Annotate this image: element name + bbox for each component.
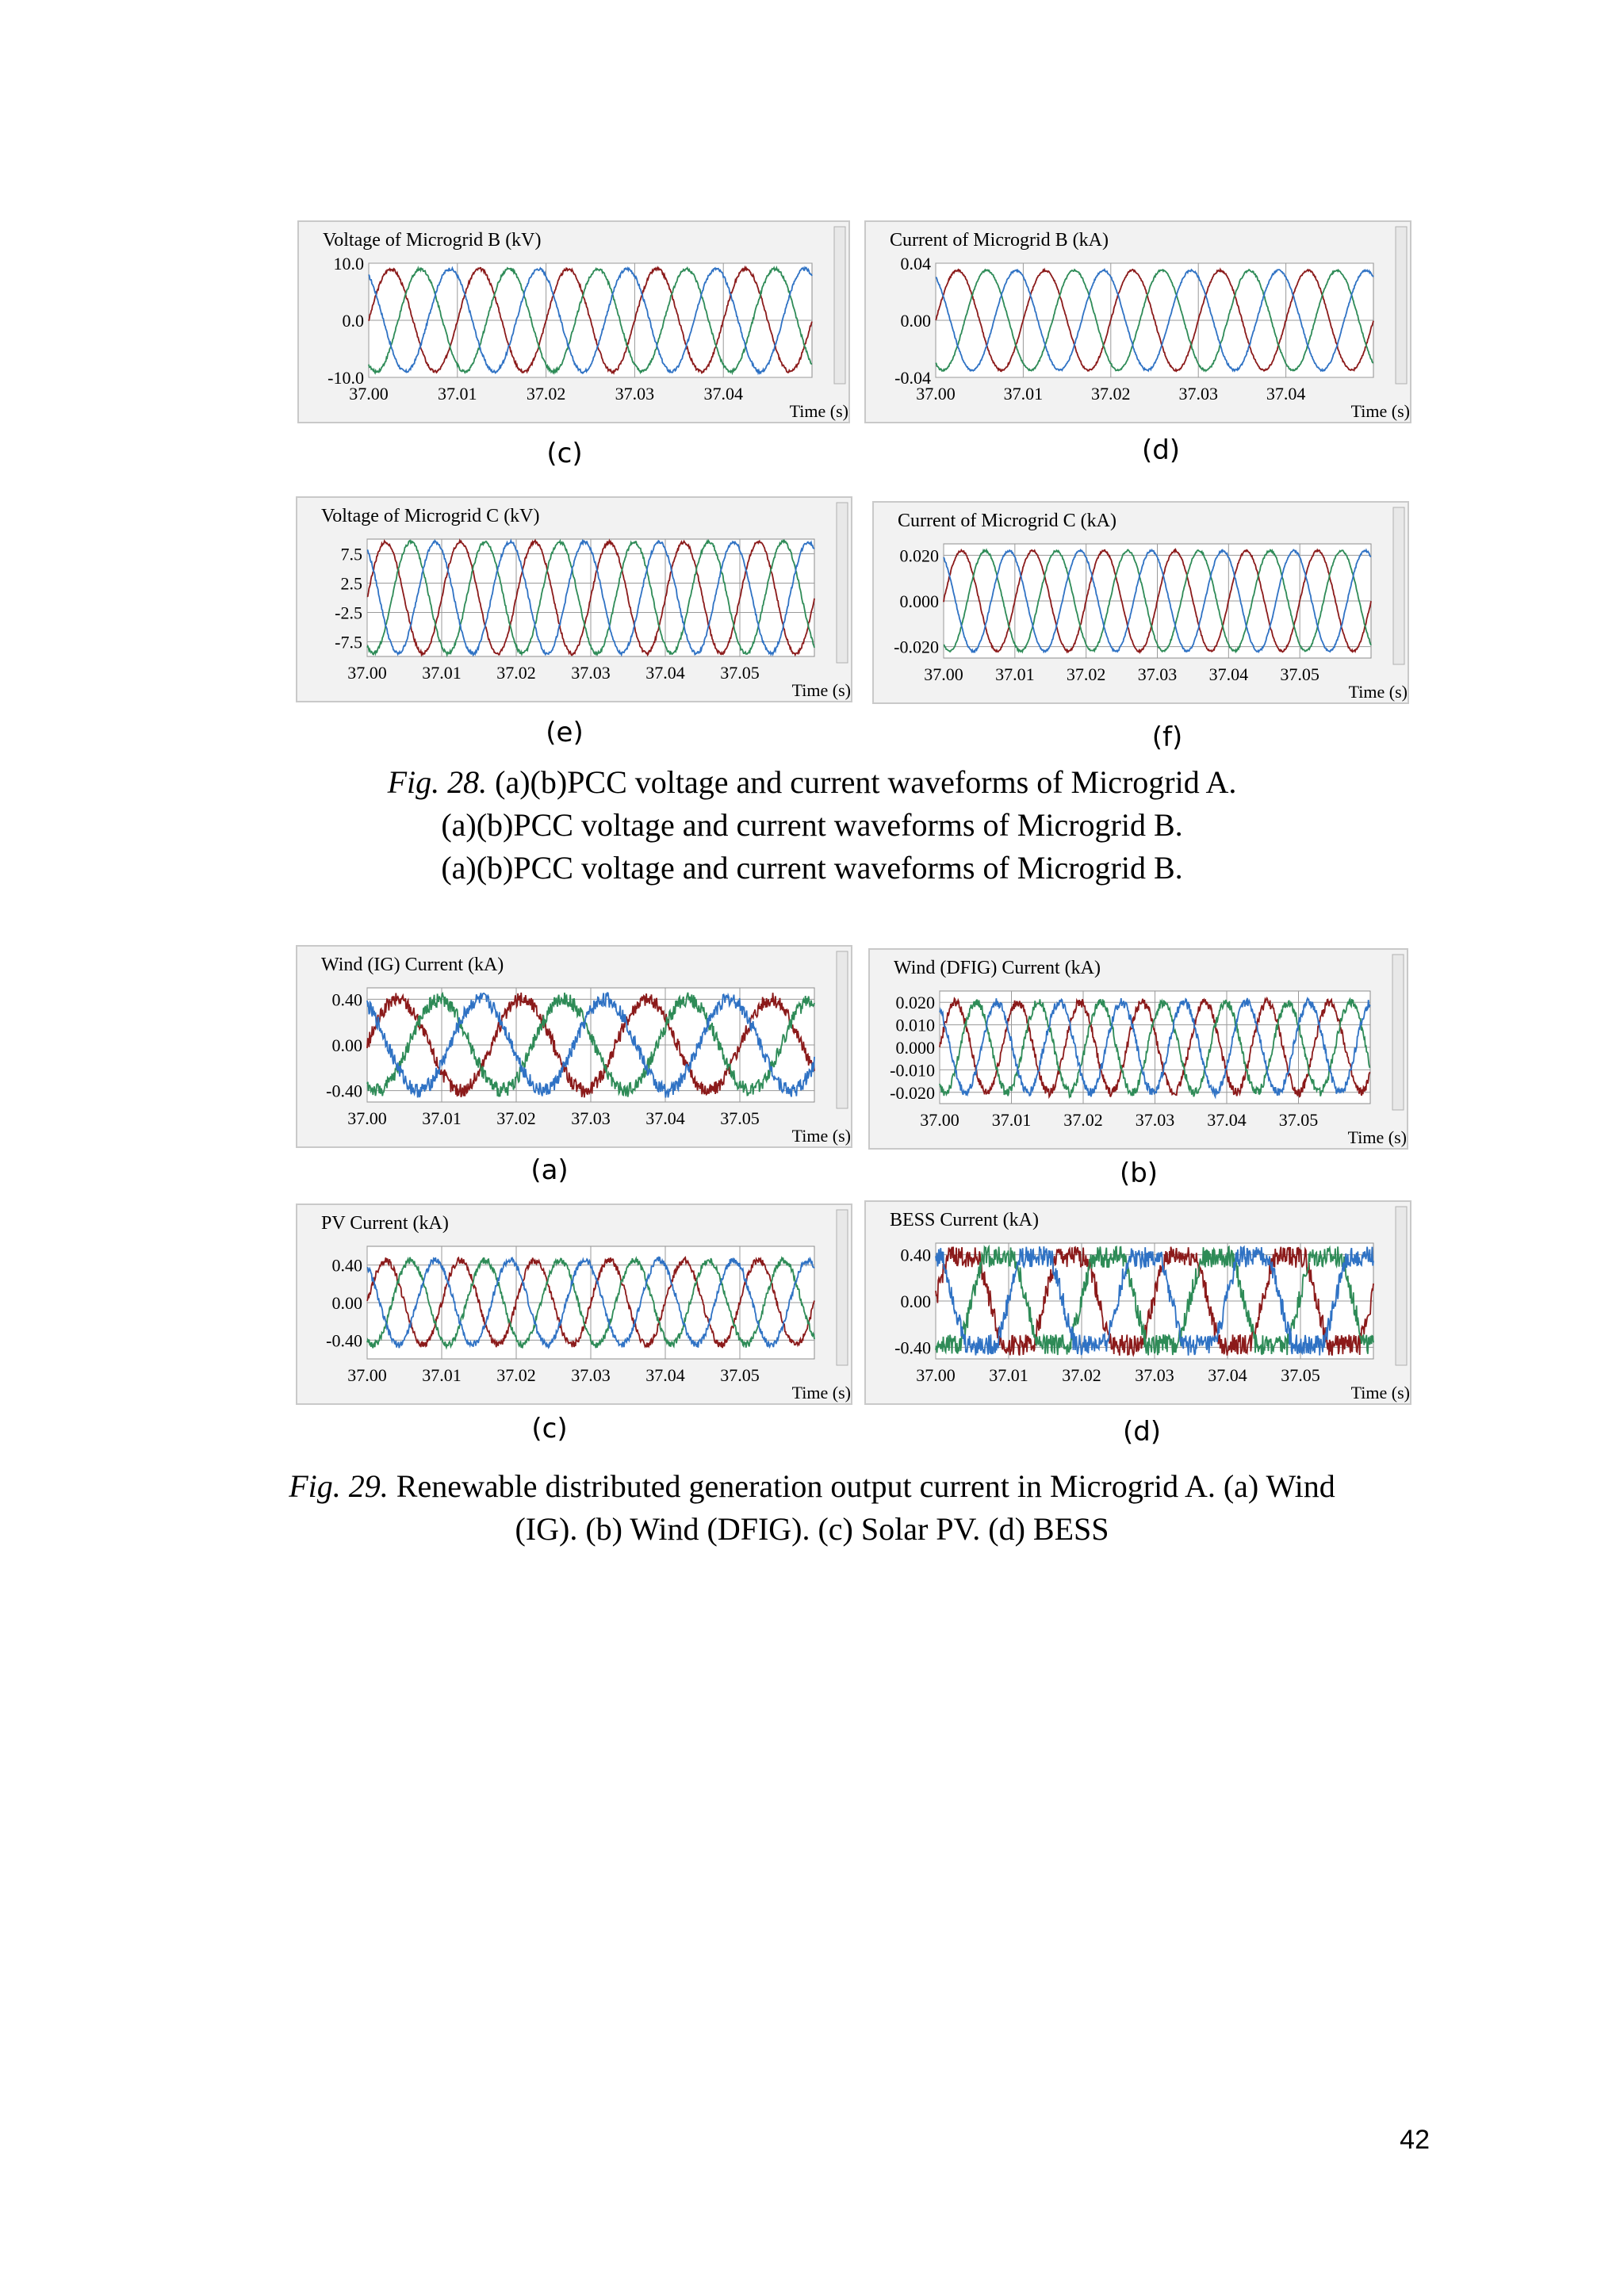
x-tick-label: 37.00 [347,1365,387,1385]
x-tick-label: 37.03 [1135,1110,1175,1130]
panel-label: (e) [546,717,584,748]
y-tick-label: -7.5 [335,632,362,652]
caption-prefix: Fig. 29. [289,1468,389,1504]
y-tick-label: 0.020 [895,993,935,1013]
y-tick-label: -0.40 [894,1337,931,1358]
x-tick-label: 37.01 [991,1110,1032,1130]
chart-title: Current of Microgrid B (kA) [890,230,1109,251]
y-tick-label: 0.00 [900,1292,931,1311]
chart-svg [866,1202,1413,1406]
x-tick-label: 37.01 [422,1365,462,1385]
chart-wind-ig-current [296,945,852,1148]
panel-label: (d) [1141,434,1181,466]
y-tick-label: 0.00 [331,1293,362,1313]
y-tick-label: -0.010 [890,1060,935,1081]
y-tick-label: 10.0 [333,254,364,274]
panel-label: (d) [1122,1416,1162,1448]
x-tick-label: 37.03 [571,663,611,683]
x-axis-label: Time (s) [791,1126,851,1146]
x-axis-label: Time (s) [1350,1383,1410,1402]
x-tick-label: 37.02 [1063,1110,1103,1130]
x-tick-label: 37.01 [995,664,1035,684]
x-tick-label: 37.02 [1062,1365,1101,1385]
y-tick-label: -0.020 [894,637,939,657]
y-tick-label: 0.000 [895,1038,935,1058]
scrollbar [1393,507,1404,664]
caption-text: (a)(b)PCC voltage and current waveforms of Microgrid B. [441,807,1183,843]
x-tick-label: 37.04 [1208,664,1249,684]
x-tick-label: 37.01 [989,1365,1028,1385]
scrollbar [834,227,845,384]
panel-label: (b) [1119,1158,1159,1189]
x-tick-label: 37.02 [496,1108,536,1128]
chart-current-microgrid-b [864,220,1411,423]
y-tick-label: 0.000 [899,591,939,611]
x-tick-label: 37.05 [1280,664,1320,684]
x-tick-label: 37.04 [645,663,685,683]
x-tick-label: 37.03 [1137,664,1178,684]
x-axis-label: Time (s) [789,401,848,421]
x-tick-label: 37.02 [526,384,566,404]
chart-bess-current [864,1200,1411,1405]
x-tick-label: 37.00 [347,1108,387,1128]
chart-title: Current of Microgrid C (kA) [898,511,1116,531]
y-tick-label: -0.40 [326,1330,362,1351]
y-tick-label: 0.04 [900,254,931,274]
caption-text: (a)(b)PCC voltage and current waveforms of Microgrid A. [487,764,1237,800]
chart-svg [297,498,854,704]
x-tick-label: 37.04 [1207,1110,1247,1130]
x-tick-label: 37.05 [720,1365,760,1385]
panel-label: (f) [1151,721,1183,753]
y-tick-label: 0.0 [342,311,364,331]
x-tick-label: 37.02 [1091,384,1131,404]
x-axis-label: Time (s) [1348,682,1408,702]
x-tick-label: 37.02 [1066,664,1106,684]
y-tick-label: -0.04 [894,368,931,388]
chart-title: Wind (DFIG) Current (kA) [894,958,1101,978]
caption-text: (a)(b)PCC voltage and current waveforms of Microgrid B. [441,850,1183,886]
scrollbar [1396,227,1407,384]
x-tick-label: 37.03 [615,384,655,404]
x-tick-label: 37.03 [571,1108,611,1128]
x-axis-label: Time (s) [1350,401,1410,421]
x-tick-label: 37.01 [422,1108,462,1128]
chart-voltage-microgrid-b [297,220,850,423]
chart-title: PV Current (kA) [321,1213,449,1234]
x-tick-label: 37.05 [720,663,760,683]
chart-wind-dfig-current [868,948,1408,1150]
x-tick-label: 37.04 [645,1365,685,1385]
figure-29-caption [0,1465,1624,1551]
y-tick-label: -10.0 [327,368,364,388]
y-tick-label: 7.5 [340,544,362,564]
y-tick-label: 0.40 [331,989,362,1010]
chart-svg [297,1205,854,1406]
scrollbar [1392,955,1404,1110]
x-axis-label: Time (s) [1347,1127,1407,1147]
chart-current-microgrid-c [872,501,1409,704]
x-tick-label: 37.00 [347,663,387,683]
panel-label: (c) [546,438,583,469]
x-tick-label: 37.03 [1135,1365,1174,1385]
x-axis-label: Time (s) [791,1383,851,1402]
y-tick-label: 0.40 [331,1255,362,1276]
y-tick-label: 0.00 [331,1035,362,1055]
y-tick-label: -0.020 [890,1082,935,1103]
x-tick-label: 37.05 [720,1108,760,1128]
x-tick-label: 37.00 [920,1110,959,1130]
page-number: 42 [1400,2125,1430,2155]
y-tick-label: 0.010 [895,1015,935,1035]
x-tick-label: 37.05 [1278,1110,1319,1130]
chart-svg [297,947,854,1150]
x-tick-label: 37.04 [1266,384,1306,404]
x-tick-label: 37.00 [349,384,389,404]
chart-svg [299,222,852,425]
chart-svg [874,503,1411,706]
chart-pv-current [296,1203,852,1405]
chart-title: BESS Current (kA) [890,1210,1039,1230]
x-tick-label: 37.00 [924,664,963,684]
x-tick-label: 37.04 [645,1108,685,1128]
scrollbar [837,503,848,663]
chart-title: Wind (IG) Current (kA) [321,955,504,975]
x-tick-label: 37.01 [1003,384,1044,404]
x-tick-label: 37.03 [1178,384,1218,404]
scrollbar [837,951,848,1108]
x-tick-label: 37.04 [1208,1365,1247,1385]
y-tick-label: 0.00 [900,311,931,331]
x-tick-label: 37.00 [916,384,956,404]
panel-label: (a) [530,1154,569,1186]
chart-title: Voltage of Microgrid B (kV) [323,230,542,251]
chart-svg [870,950,1410,1151]
x-tick-label: 37.00 [916,1365,956,1385]
chart-title: Voltage of Microgrid C (kV) [321,506,540,526]
y-tick-label: 0.020 [899,545,939,566]
chart-svg [866,222,1413,425]
y-tick-label: -2.5 [335,603,362,623]
x-tick-label: 37.03 [571,1365,611,1385]
x-axis-label: Time (s) [791,680,851,700]
scrollbar [1396,1207,1407,1365]
figure-28-caption [0,761,1624,890]
scrollbar [837,1210,848,1365]
y-tick-label: 0.40 [900,1245,931,1265]
y-tick-label: 2.5 [340,573,362,594]
panel-label: (c) [531,1413,568,1445]
chart-voltage-microgrid-c [296,496,852,702]
x-tick-label: 37.05 [1281,1365,1320,1385]
y-tick-label: -0.40 [326,1081,362,1101]
x-tick-label: 37.02 [496,663,536,683]
caption-text: (IG). (b) Wind (DFIG). (c) Solar PV. (d) BESS [515,1511,1109,1547]
caption-prefix: Fig. 28. [387,764,488,800]
x-tick-label: 37.02 [496,1365,536,1385]
caption-text: Renewable distributed generation output current in Microgrid A. (a) Wind [388,1468,1335,1504]
x-tick-label: 37.01 [422,663,462,683]
x-tick-label: 37.04 [703,384,743,404]
x-tick-label: 37.01 [438,384,477,404]
